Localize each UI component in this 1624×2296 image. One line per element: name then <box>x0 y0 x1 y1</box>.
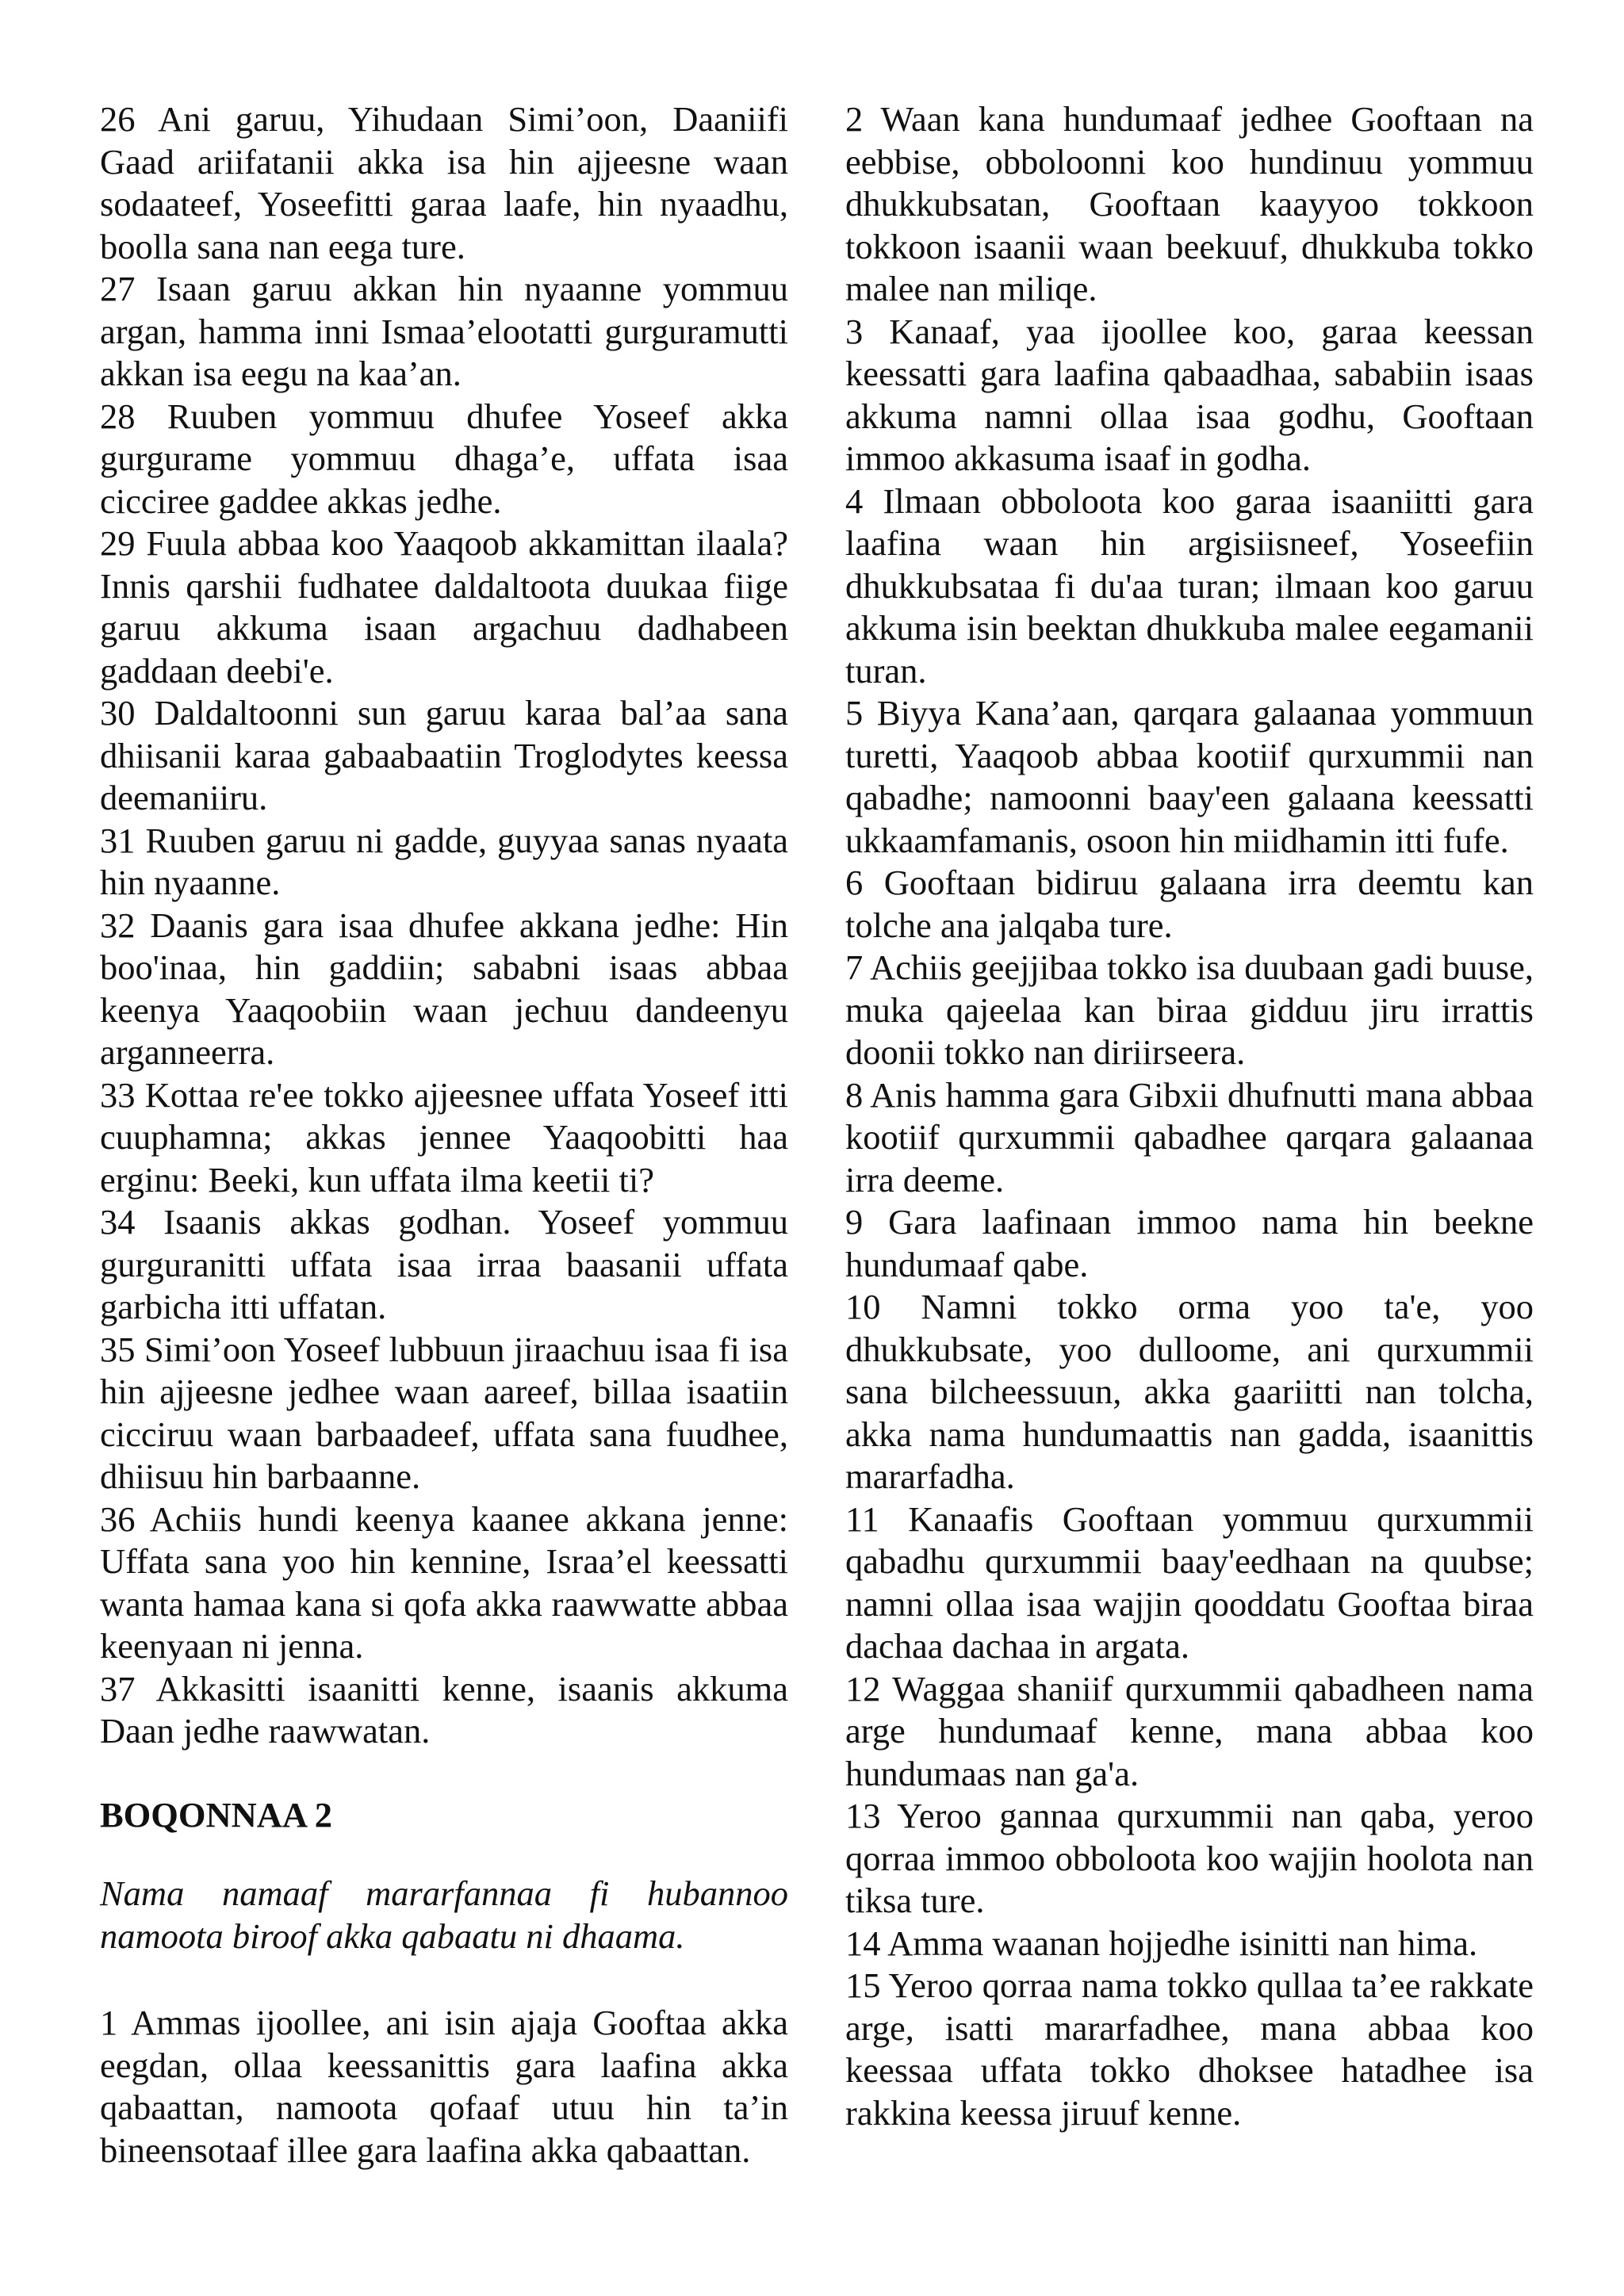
verse: 2 Waan kana hundumaaf jedhee Gooftaan na eebbise, obboloonni koo hundinuu yommuu dhukkubsatan, Gooftaan kaayyoo tokkoon tokkoon isaanii waan beekuuf, dhukkuba tokko malee nan miliqe. <box>845 99 1534 308</box>
verse: 4 Ilmaan obboloota koo garaa isaaniitti gara laafina waan hin argisiisneef, Yoseefiin dhukkubsataa fi du'aa turan; ilmaan koo garuu akkuma isin beektan dhukkuba malee eegamanii turan. <box>845 480 1534 691</box>
left-column <box>100 98 788 2172</box>
right-column <box>845 98 1534 2134</box>
verse: 34 Isaanis akkas godhan. Yoseef yommuu gurguranitti uffata isaa irraa baasanii uffata garbicha itti uffatan. <box>100 1202 788 1326</box>
verse: 3 Kanaaf, yaa ijoollee koo, garaa keessan keessatti gara laafina qabaadhaa, sababiin isaas akkuma namni ollaa isaa godhu, Gooftaan immoo akkasuma isaaf in godha. <box>845 311 1534 478</box>
verse: 32 Daanis gara isaa dhufee akkana jedhe: Hin boo'inaa, hin gaddiin; sababni isaas abbaa keenya Yaaqoobiin waan jechuu dandeenyu arganneerra. <box>100 905 788 1072</box>
verse: 37 Akkasitti isaanitti kenne, isaanis akkuma Daan jedhe raawwatan. <box>100 1668 788 1751</box>
verse: 35 Simi’oon Yoseef lubbuun jiraachuu isaa fi isa hin ajjeesne jedhee waan aareef, billaa isaatiin cicciruu waan barbaadeef, uffata sana fuudhee, dhiisuu hin barbaanne. <box>100 1329 788 1496</box>
verse: 15 Yeroo qorraa nama tokko qullaa ta’ee rakkate arge, isatti mararfadhee, mana abbaa koo keessaa uffata tokko dhoksee hatadhee isa rakkina keessa jiruuf kenne. <box>845 1965 1534 2133</box>
verse: 9 Gara laafinaan immoo nama hin beekne hundumaaf qabe. <box>845 1202 1534 1284</box>
verse: 8 Anis hamma gara Gibxii dhufnutti mana abbaa kootiif qurxummii qabadhee qarqara galaanaa irra deeme. <box>845 1074 1534 1200</box>
verse: 13 Yeroo gannaa qurxummii nan qaba, yeroo qorraa immoo obboloota koo wajjin hoolota nan tiksa ture. <box>845 1796 1534 1920</box>
verse: 30 Daldaltoonni sun garuu karaa bal’aa sana dhiisanii karaa gabaabaatiin Troglodytes keessa deemaniiru. <box>100 693 788 817</box>
verse: 10 Namni tokko orma yoo ta'e, yoo dhukkubsate, yoo dulloome, ani qurxummii sana bilcheessuun, akka gaariitti nan tolcha, akka nama hundumaattis nan gadda, isaanittis mararfadha. <box>845 1287 1534 1496</box>
chapter-heading: BOQONNAA 2 <box>100 1794 332 1835</box>
verse: 33 Kottaa re'ee tokko ajjeesnee uffata Yoseef itti cuuphamna; akkas jennee Yaaqoobitti haa erginu: Beeki, kun uffata ilma keetii ti? <box>100 1074 788 1200</box>
verse: 14 Amma waanan hojjedhe isinitti nan hima. <box>845 1923 1478 1963</box>
verse: 29 Fuula abbaa koo Yaaqoob akkamittan ilaala? Innis qarshii fudhatee daldaltoota duukaa fiige garuu akkuma isaan argachuu dadhabeen gaddaan deebi'e. <box>100 523 788 691</box>
verse: 11 Kanaafis Gooftaan yommuu qurxummii qabadhu qurxummii baay'eedhaan na quubse; namni ollaa isaa wajjin qooddatu Gooftaa biraa dachaa dachaa in argata. <box>845 1498 1534 1666</box>
verse: 26 Ani garuu, Yihudaan Simi’oon, Daaniifi Gaad ariifatanii akka isa hin ajjeesne waan sodaateef, Yoseefitti garaa laafe, hin nyaadhu, boolla sana nan eega ture. <box>100 99 788 266</box>
verse: 36 Achiis hundi keenya kaanee akkana jenne: Uffata sana yoo hin kennine, Israa’el keessatti wanta hamaa kana si qofa akka raawwatte abbaa keenyaan ni jenna. <box>100 1498 788 1666</box>
chapter-summary: Nama namaaf mararfannaa fi hubannoo namoota biroof akka qabaatu ni dhaama. <box>100 1873 788 1956</box>
verse: 28 Ruuben yommuu dhufee Yoseef akka gurgurame yommuu dhaga’e, uffata isaa cicciree gaddee akkas jedhe. <box>100 396 788 521</box>
verse: 31 Ruuben garuu ni gadde, guyyaa sanas nyaata hin nyaanne. <box>100 820 788 902</box>
verse: 5 Biyya Kana’aan, qarqara galaanaa yommuun turetti, Yaaqoob abbaa kootiif qurxummii nan qabadhe; namoonni baay'een galaana keessatti ukkaamfamanis, osoon hin miidhamin itti fufe. <box>845 693 1534 860</box>
verse: 12 Waggaa shaniif qurxummii qabadheen nama arge hundumaaf kenne, mana abbaa koo hundumaas nan ga'a. <box>845 1668 1534 1793</box>
verse: 7 Achiis geejjibaa tokko isa duubaan gadi buuse, muka qajeelaa kan biraa gidduu jiru irrattis doonii tokko nan diriirseera. <box>845 947 1534 1072</box>
verse: 1 Ammas ijoollee, ani isin ajaja Gooftaa akka eegdan, ollaa keessanittis gara laafina akka qabaattan, namoota qofaaf utuu hin ta’in bineensotaaf illee gara laafina akka qabaattan. <box>100 2003 788 2170</box>
verse: 27 Isaan garuu akkan hin nyaanne yommuu argan, hamma inni Ismaa’elootatti gurguramutti akkan isa eegu na kaa’an. <box>100 269 788 393</box>
verse: 6 Gooftaan bidiruu galaana irra deemtu kan tolche ana jalqaba ture. <box>845 863 1534 945</box>
